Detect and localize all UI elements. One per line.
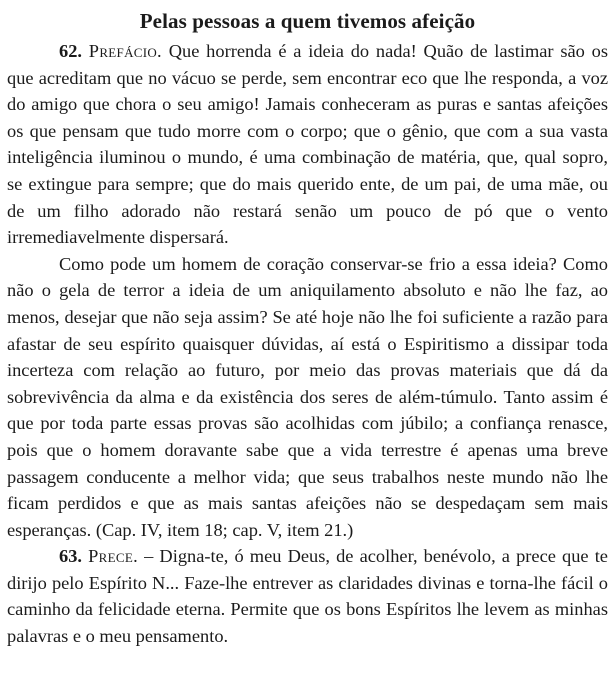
paragraph-number: 62.: [59, 41, 82, 61]
paragraph-number: 63.: [59, 546, 82, 567]
paragraph-text: – Digna-te, ó meu Deus, de acolher, benévolo, a prece que te dirijo pelo Espírito N... Faze-lhe entrever as claridades divinas e torna-lhe fácil o caminho da felicidade eterna. Permite que os bons Espíritos lhe levem as minhas palavras e o meu pensamento.: [7, 546, 608, 647]
paragraph-label: Prefácio.: [88, 41, 162, 61]
section-title: Pelas pessoas a quem tivemos afeição: [139, 9, 476, 33]
paragraph-text: Como pode um homem de coração conservar-se frio a essa ideia? Como não o gela de terror a ideia de um aniquilamento absoluto e não lhe faz, ao menos, desejar que não seja assim? Se até hoje não lhe foi suficiente a razão para afastar de seu espírito quaisquer dúvidas, aí está o Espiritismo a dissipar toda incerteza com relação ao futuro, por meio das provas materiais que dá da sobrevivência da alma e da existência dos seres de além-túmulo. Tanto assim é que por toda parte essas provas são acolhidas com júbilo; a confiança renasce, pois que o homem doravante sabe que a vida terrestre é apenas uma breve passagem conducente a melhor vida; que seus trabalhos neste mundo não lhe ficam perdidos e que as mais santas afeições não se despedaçam sem mais esperanças. (Cap. IV, item 18; cap. V, item 21.): [7, 253, 608, 540]
paragraph-62-continued: [7, 251, 608, 544]
paragraph-label: Prece.: [88, 546, 138, 567]
paragraph-text: Que horrenda é a ideia do nada! Quão de lastimar são os que acreditam que no vácuo se perde, sem encontrar eco que lhe responda, a voz do amigo que chora o seu amigo! Jamais conheceram as puras e santas afeições os que pensam que tudo morre com o corpo; que o gênio, que com a sua vasta inteligência iluminou o mundo, é uma combinação de matéria, que, qual sopro, se extingue para sempre; que do mais querido ente, de um pai, de uma mãe, ou de um filho adorado não restará senão um pouco de pó que o vento irremediavelmente dispersará.: [7, 41, 608, 248]
paragraph-62: [7, 38, 608, 251]
paragraph-63: [7, 543, 608, 649]
